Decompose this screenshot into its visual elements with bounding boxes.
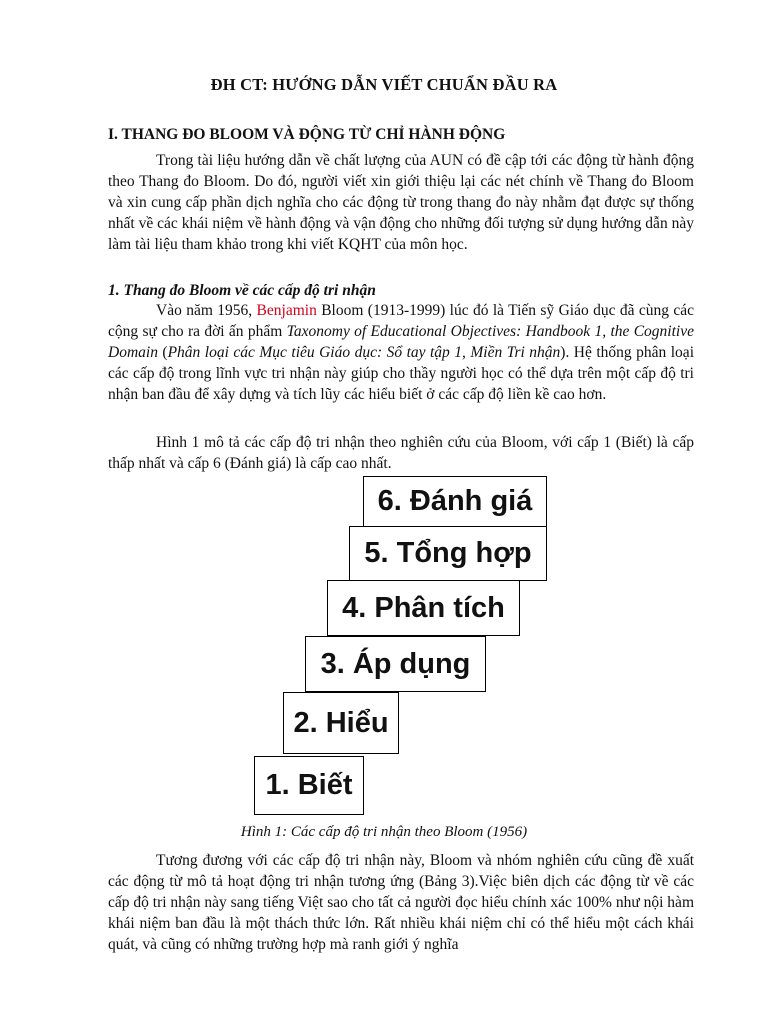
- paragraph-history-part-a: Vào năm 1956,: [156, 302, 257, 319]
- book-title: Taxonomy of Educational Objectives: Handbook 1, the Cognitive Domain: [108, 323, 694, 361]
- step-4-box: 4. Phân tích: [327, 580, 520, 636]
- paragraph-history-part-d: ). Hệ thống phân loại các cấp độ trong lĩnh vực tri nhận này giúp cho thầy người học có thể dựa trên một cấp độ tri nhận ban đầu để xây dựng và tích lũy các hiểu biết ở các cấp độ liền kề cao hơn.: [108, 344, 694, 403]
- subsection-heading: 1. Thang đo Bloom về các cấp độ tri nhận: [108, 282, 376, 299]
- section-heading: I. THANG ĐO BLOOM VÀ ĐỘNG TỪ CHỈ HÀNH ĐỘNG: [108, 126, 506, 143]
- step-6-box: 6. Đánh giá: [363, 476, 547, 527]
- step-2-box: 2. Hiểu: [283, 692, 399, 754]
- paragraph-verbs: Tương đương với các cấp độ tri nhận này, Bloom và nhóm nghiên cứu cũng đề xuất các động từ mô tả hoạt động tri nhận tương ứng (Bảng 3).Việc biên dịch các động từ về các cấp độ tri nhận này sang tiếng Việt sao cho tất cả người đọc hiểu chính xác 100% như nội hàm khái niệm ban đầu là một thách thức lớn. Rất nhiều khái niệm chỉ có thể hiểu một cách khái quát, và cũng có những trường hợp mà ranh giới ý nghĩa: [108, 852, 694, 953]
- paragraph-history-part-b: Bloom (1913-1999) lúc đó là Tiến sỹ Giáo dục đã cùng các cộng sự cho ra đời ấn phẩm: [108, 302, 695, 340]
- paragraph-history: [108, 300, 694, 405]
- step-3-box: 3. Áp dụng: [305, 636, 486, 692]
- step-1-box: 1. Biết: [254, 756, 364, 815]
- highlighted-name: Benjamin: [256, 302, 317, 319]
- paragraph-figure-intro: Hình 1 mô tả các cấp độ tri nhận theo nghiên cứu của Bloom, với cấp 1 (Biết) là cấp thấp nhất và cấp 6 (Đánh giá) là cấp cao nhất.: [108, 434, 694, 472]
- paragraph-history-part-c: (: [157, 344, 168, 361]
- document-title: ĐH CT: HƯỚNG DẪN VIẾT CHUẨN ĐẦU RA: [210, 75, 558, 94]
- paragraph-intro: Trong tài liệu hướng dẫn về chất lượng của AUN có đề cập tới các động từ hành động theo Thang đo Bloom. Do đó, người viết xin giới thiệu lại các nét chính về Thang đo Bloom và xin cung cấp phần dịch nghĩa cho các động từ trong thang đo này nhằm đạt được sự thống nhất về các khái niệm về hành động và vận động cho những đối tượng sử dụng hướng dẫn này làm tài liệu tham khảo trong khi viết KQHT của môn học.: [108, 152, 694, 253]
- step-5-box: 5. Tổng hợp: [349, 526, 547, 581]
- book-title-vietnamese: Phân loại các Mục tiêu Giáo dục: Sổ tay tập 1, Miền Tri nhận: [167, 344, 561, 361]
- figure-caption: Hình 1: Các cấp độ tri nhận theo Bloom (1956): [240, 824, 528, 840]
